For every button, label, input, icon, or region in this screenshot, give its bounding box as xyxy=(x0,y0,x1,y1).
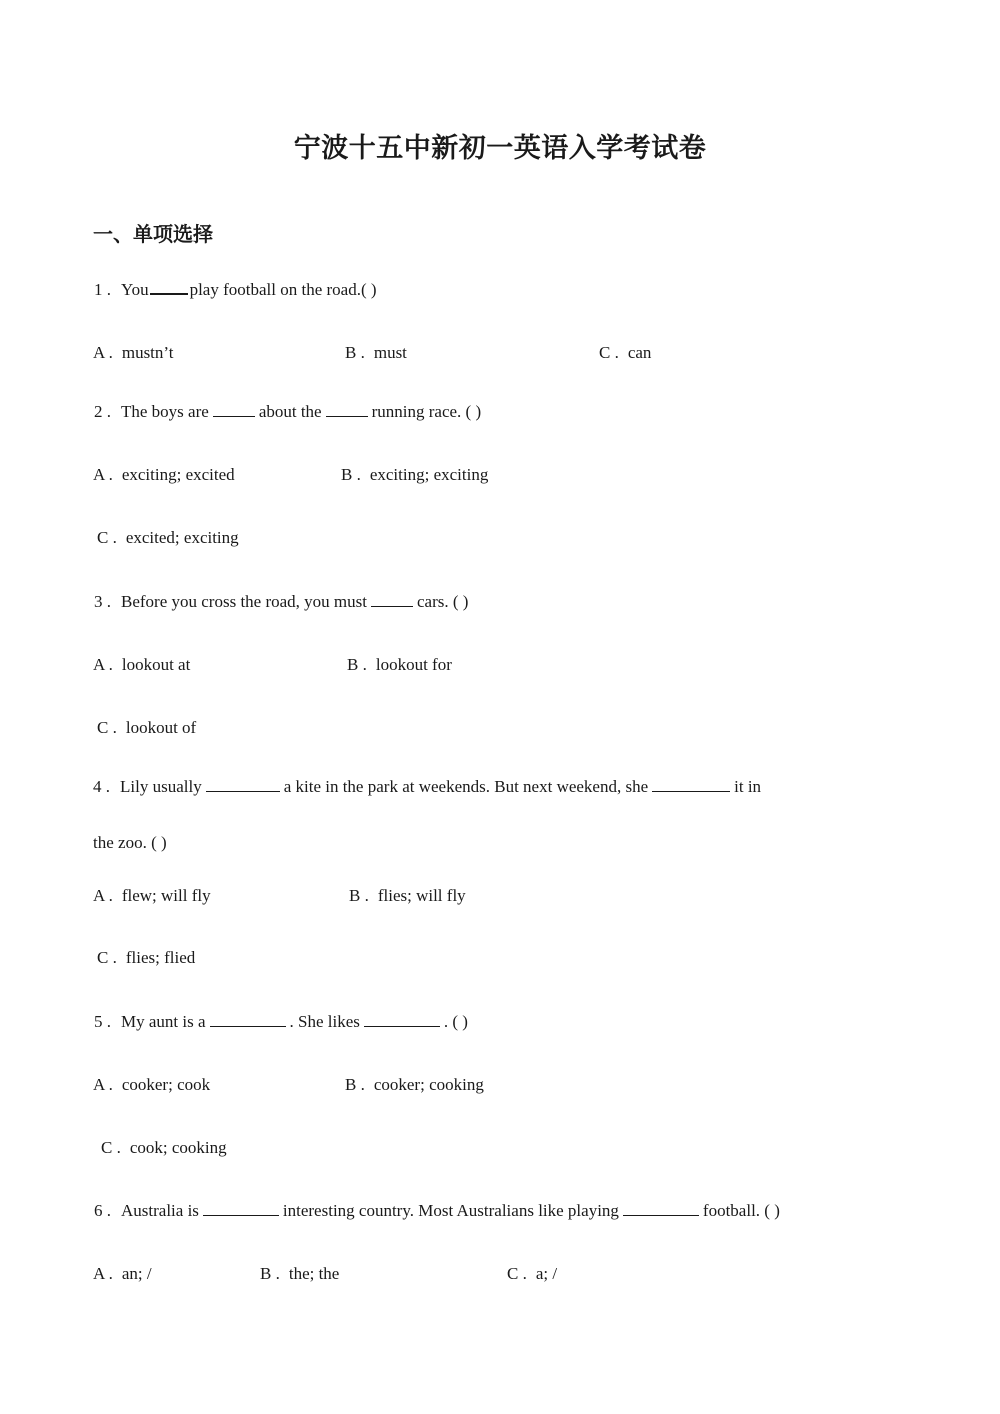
question-1-option-c[interactable] xyxy=(599,341,651,365)
option-letter: B . xyxy=(345,343,365,362)
question-2-option-b[interactable] xyxy=(341,463,488,487)
option-text: the; the xyxy=(288,1264,340,1283)
option-text: mustn’t xyxy=(121,343,174,362)
answer-blank xyxy=(371,592,413,607)
option-letter: C . xyxy=(599,343,619,362)
question-6-stem xyxy=(94,1199,780,1223)
question-4-option-b[interactable] xyxy=(349,884,466,908)
question-6-option-c[interactable] xyxy=(507,1262,557,1286)
question-4-option-c[interactable] xyxy=(97,946,195,970)
answer-blank xyxy=(206,777,280,792)
option-letter: B . xyxy=(260,1264,280,1283)
question-2-option-a[interactable] xyxy=(93,463,235,487)
question-text: football. ( ) xyxy=(702,1201,780,1220)
question-2-stem xyxy=(94,400,481,424)
option-text: lookout of xyxy=(125,718,197,737)
question-4-option-a[interactable] xyxy=(93,884,211,908)
question-number: 5 . xyxy=(94,1012,111,1031)
question-number: 4 . xyxy=(93,777,110,796)
section-heading: 一、单项选择 xyxy=(93,222,213,246)
option-letter: A . xyxy=(93,465,113,484)
option-letter: A . xyxy=(93,343,113,362)
question-text: interesting country. Most Australians like playing xyxy=(282,1201,619,1220)
answer-blank xyxy=(213,402,255,417)
option-text: excited; exciting xyxy=(125,528,239,547)
answer-blank xyxy=(203,1201,279,1216)
option-text: lookout for xyxy=(375,655,452,674)
option-letter: A . xyxy=(93,1075,113,1094)
option-text: cooker; cooking xyxy=(373,1075,484,1094)
question-text: . She likes xyxy=(289,1012,360,1031)
question-3-stem xyxy=(94,590,468,614)
question-1-option-b[interactable] xyxy=(345,341,407,365)
question-number: 1 . xyxy=(94,280,111,299)
option-letter: C . xyxy=(97,948,117,967)
question-6-option-a[interactable] xyxy=(93,1262,152,1286)
question-text: My aunt is a xyxy=(121,1012,206,1031)
option-text: an; / xyxy=(121,1264,152,1283)
option-letter: B . xyxy=(345,1075,365,1094)
option-letter: C . xyxy=(507,1264,527,1283)
question-5-stem xyxy=(94,1010,468,1034)
question-text: play football on the road.( ) xyxy=(189,280,377,299)
answer-blank xyxy=(623,1201,699,1216)
question-text: a kite in the park at weekends. But next weekend, she xyxy=(283,777,649,796)
option-letter: B . xyxy=(349,886,369,905)
option-text: cooker; cook xyxy=(121,1075,211,1094)
question-5-option-a[interactable] xyxy=(93,1073,210,1097)
option-text: must xyxy=(373,343,407,362)
question-text: about the xyxy=(258,402,322,421)
option-letter: C . xyxy=(97,528,117,547)
option-letter: A . xyxy=(93,655,113,674)
option-text: cook; cooking xyxy=(129,1138,227,1157)
option-text: a; / xyxy=(535,1264,558,1283)
question-1-stem xyxy=(94,278,377,302)
question-number: 6 . xyxy=(94,1201,111,1220)
question-4-stem xyxy=(93,775,761,799)
question-3-option-b[interactable] xyxy=(347,653,452,677)
answer-blank xyxy=(150,279,188,295)
question-text: . ( ) xyxy=(443,1012,468,1031)
option-letter: C . xyxy=(97,718,117,737)
question-text: You xyxy=(121,280,149,299)
question-text: Before you cross the road, you must xyxy=(121,592,367,611)
question-5-option-b[interactable] xyxy=(345,1073,484,1097)
option-letter: C . xyxy=(101,1138,121,1157)
option-text: exciting; excited xyxy=(121,465,235,484)
answer-blank xyxy=(364,1012,440,1027)
question-text: cars. ( ) xyxy=(416,592,469,611)
question-text: The boys are xyxy=(121,402,209,421)
question-number: 3 . xyxy=(94,592,111,611)
question-text: it in xyxy=(734,777,762,796)
question-text: Lily usually xyxy=(120,777,202,796)
option-text: exciting; exciting xyxy=(369,465,489,484)
answer-blank xyxy=(652,777,730,792)
question-text: Australia is xyxy=(121,1201,199,1220)
question-4-stem-continuation xyxy=(93,831,167,855)
option-letter: B . xyxy=(341,465,361,484)
option-text: flew; will fly xyxy=(121,886,211,905)
answer-blank xyxy=(326,402,368,417)
option-letter: A . xyxy=(93,886,113,905)
option-text: can xyxy=(627,343,652,362)
question-text: running race. ( ) xyxy=(371,402,482,421)
question-5-option-c[interactable] xyxy=(101,1136,227,1160)
option-letter: A . xyxy=(93,1264,113,1283)
question-1-option-a[interactable] xyxy=(93,341,173,365)
answer-blank xyxy=(210,1012,286,1027)
option-text: flies; flied xyxy=(125,948,196,967)
option-letter: B . xyxy=(347,655,367,674)
question-2-option-c[interactable] xyxy=(97,526,239,550)
question-6-option-b[interactable] xyxy=(260,1262,339,1286)
question-text: the zoo. ( ) xyxy=(93,833,167,852)
question-3-option-c[interactable] xyxy=(97,716,196,740)
page-title: 宁波十五中新初一英语入学考试卷 xyxy=(293,133,707,164)
question-number: 2 . xyxy=(94,402,111,421)
option-text: lookout at xyxy=(121,655,191,674)
option-text: flies; will fly xyxy=(377,886,466,905)
question-3-option-a[interactable] xyxy=(93,653,190,677)
